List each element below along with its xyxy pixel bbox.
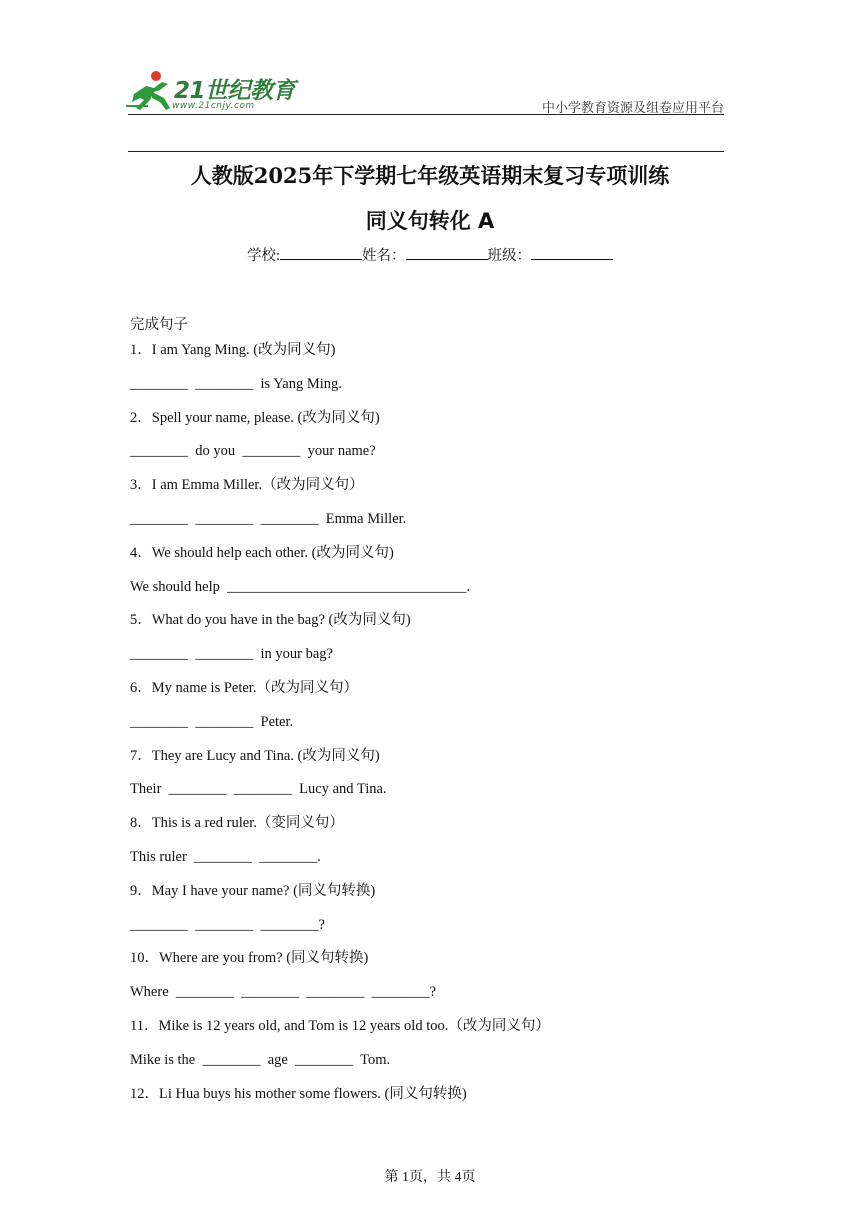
platform-label: 中小学教育资源及组卷应用平台	[541, 100, 724, 115]
logo-text: 21世纪教育	[174, 78, 296, 104]
answer-line-6[interactable]: ________ ________ Peter.	[130, 713, 294, 730]
name-blank[interactable]	[406, 247, 488, 260]
question-2: 2．Spell your name, please. (改为同义句)	[130, 409, 380, 426]
answer-line-11[interactable]: Mike is the ________ age ________ Tom.	[130, 1051, 391, 1068]
school-label: 学校:	[246, 248, 281, 264]
question-9: 9．May I have your name? (同义句转换)	[130, 882, 376, 899]
answer-line-3[interactable]: ________ ________ ________ Emma Miller.	[130, 510, 407, 527]
question-11: 11．Mike is 12 years old, and Tom is 12 years old too.（改为同义句）	[130, 1017, 550, 1034]
title-divider	[128, 151, 724, 152]
answer-line-1[interactable]: ________ ________ is Yang Ming.	[130, 375, 342, 392]
answer-line-5[interactable]: ________ ________ in your bag?	[130, 646, 333, 663]
question-5: 5．What do you have in the bag? (改为同义句)	[130, 612, 411, 629]
question-8: 8．This is a red ruler.（变同义句）	[130, 815, 344, 832]
student-info-row	[0, 244, 860, 265]
answer-line-8[interactable]: This ruler ________ ________.	[130, 848, 321, 865]
class-blank[interactable]	[531, 247, 613, 260]
page-title: 人教版2025年下学期七年级英语期末复习专项训练	[190, 163, 670, 188]
name-label: 姓名：	[362, 248, 406, 264]
question-7: 7．They are Lucy and Tina. (改为同义句)	[130, 747, 380, 764]
page-number: 第 1页，共 4页	[384, 1170, 476, 1185]
logo-url: www.21cnjy.com	[172, 101, 255, 111]
question-10: 10．Where are you from? (同义句转换)	[130, 950, 369, 967]
school-blank[interactable]	[280, 247, 362, 260]
page-subtitle: 同义句转化 A	[365, 209, 495, 233]
answer-line-2[interactable]: ________ do you ________ your name?	[130, 443, 376, 460]
question-12: 12．Li Hua buys his mother some flowers. (同义句转换)	[130, 1085, 467, 1102]
question-4: 4．We should help each other. (改为同义句)	[130, 544, 394, 561]
question-1: 1．I am Yang Ming. (改为同义句)	[130, 342, 336, 358]
question-6: 6．My name is Peter.（改为同义句）	[130, 679, 358, 696]
exercise-list	[130, 341, 730, 1118]
section-heading: 完成句子	[130, 317, 188, 333]
answer-line-4[interactable]: We should help _________________________________.	[130, 578, 470, 595]
class-label: 班级：	[487, 248, 532, 264]
answer-line-9[interactable]: ________ ________ ________?	[130, 916, 325, 933]
question-3: 3．I am Emma Miller.（改为同义句）	[130, 477, 364, 494]
answer-line-7[interactable]: Their ________ ________ Lucy and Tina.	[130, 781, 387, 798]
header-divider	[128, 114, 724, 115]
answer-line-10[interactable]: Where ________ ________ ________ ________?	[130, 984, 437, 1001]
